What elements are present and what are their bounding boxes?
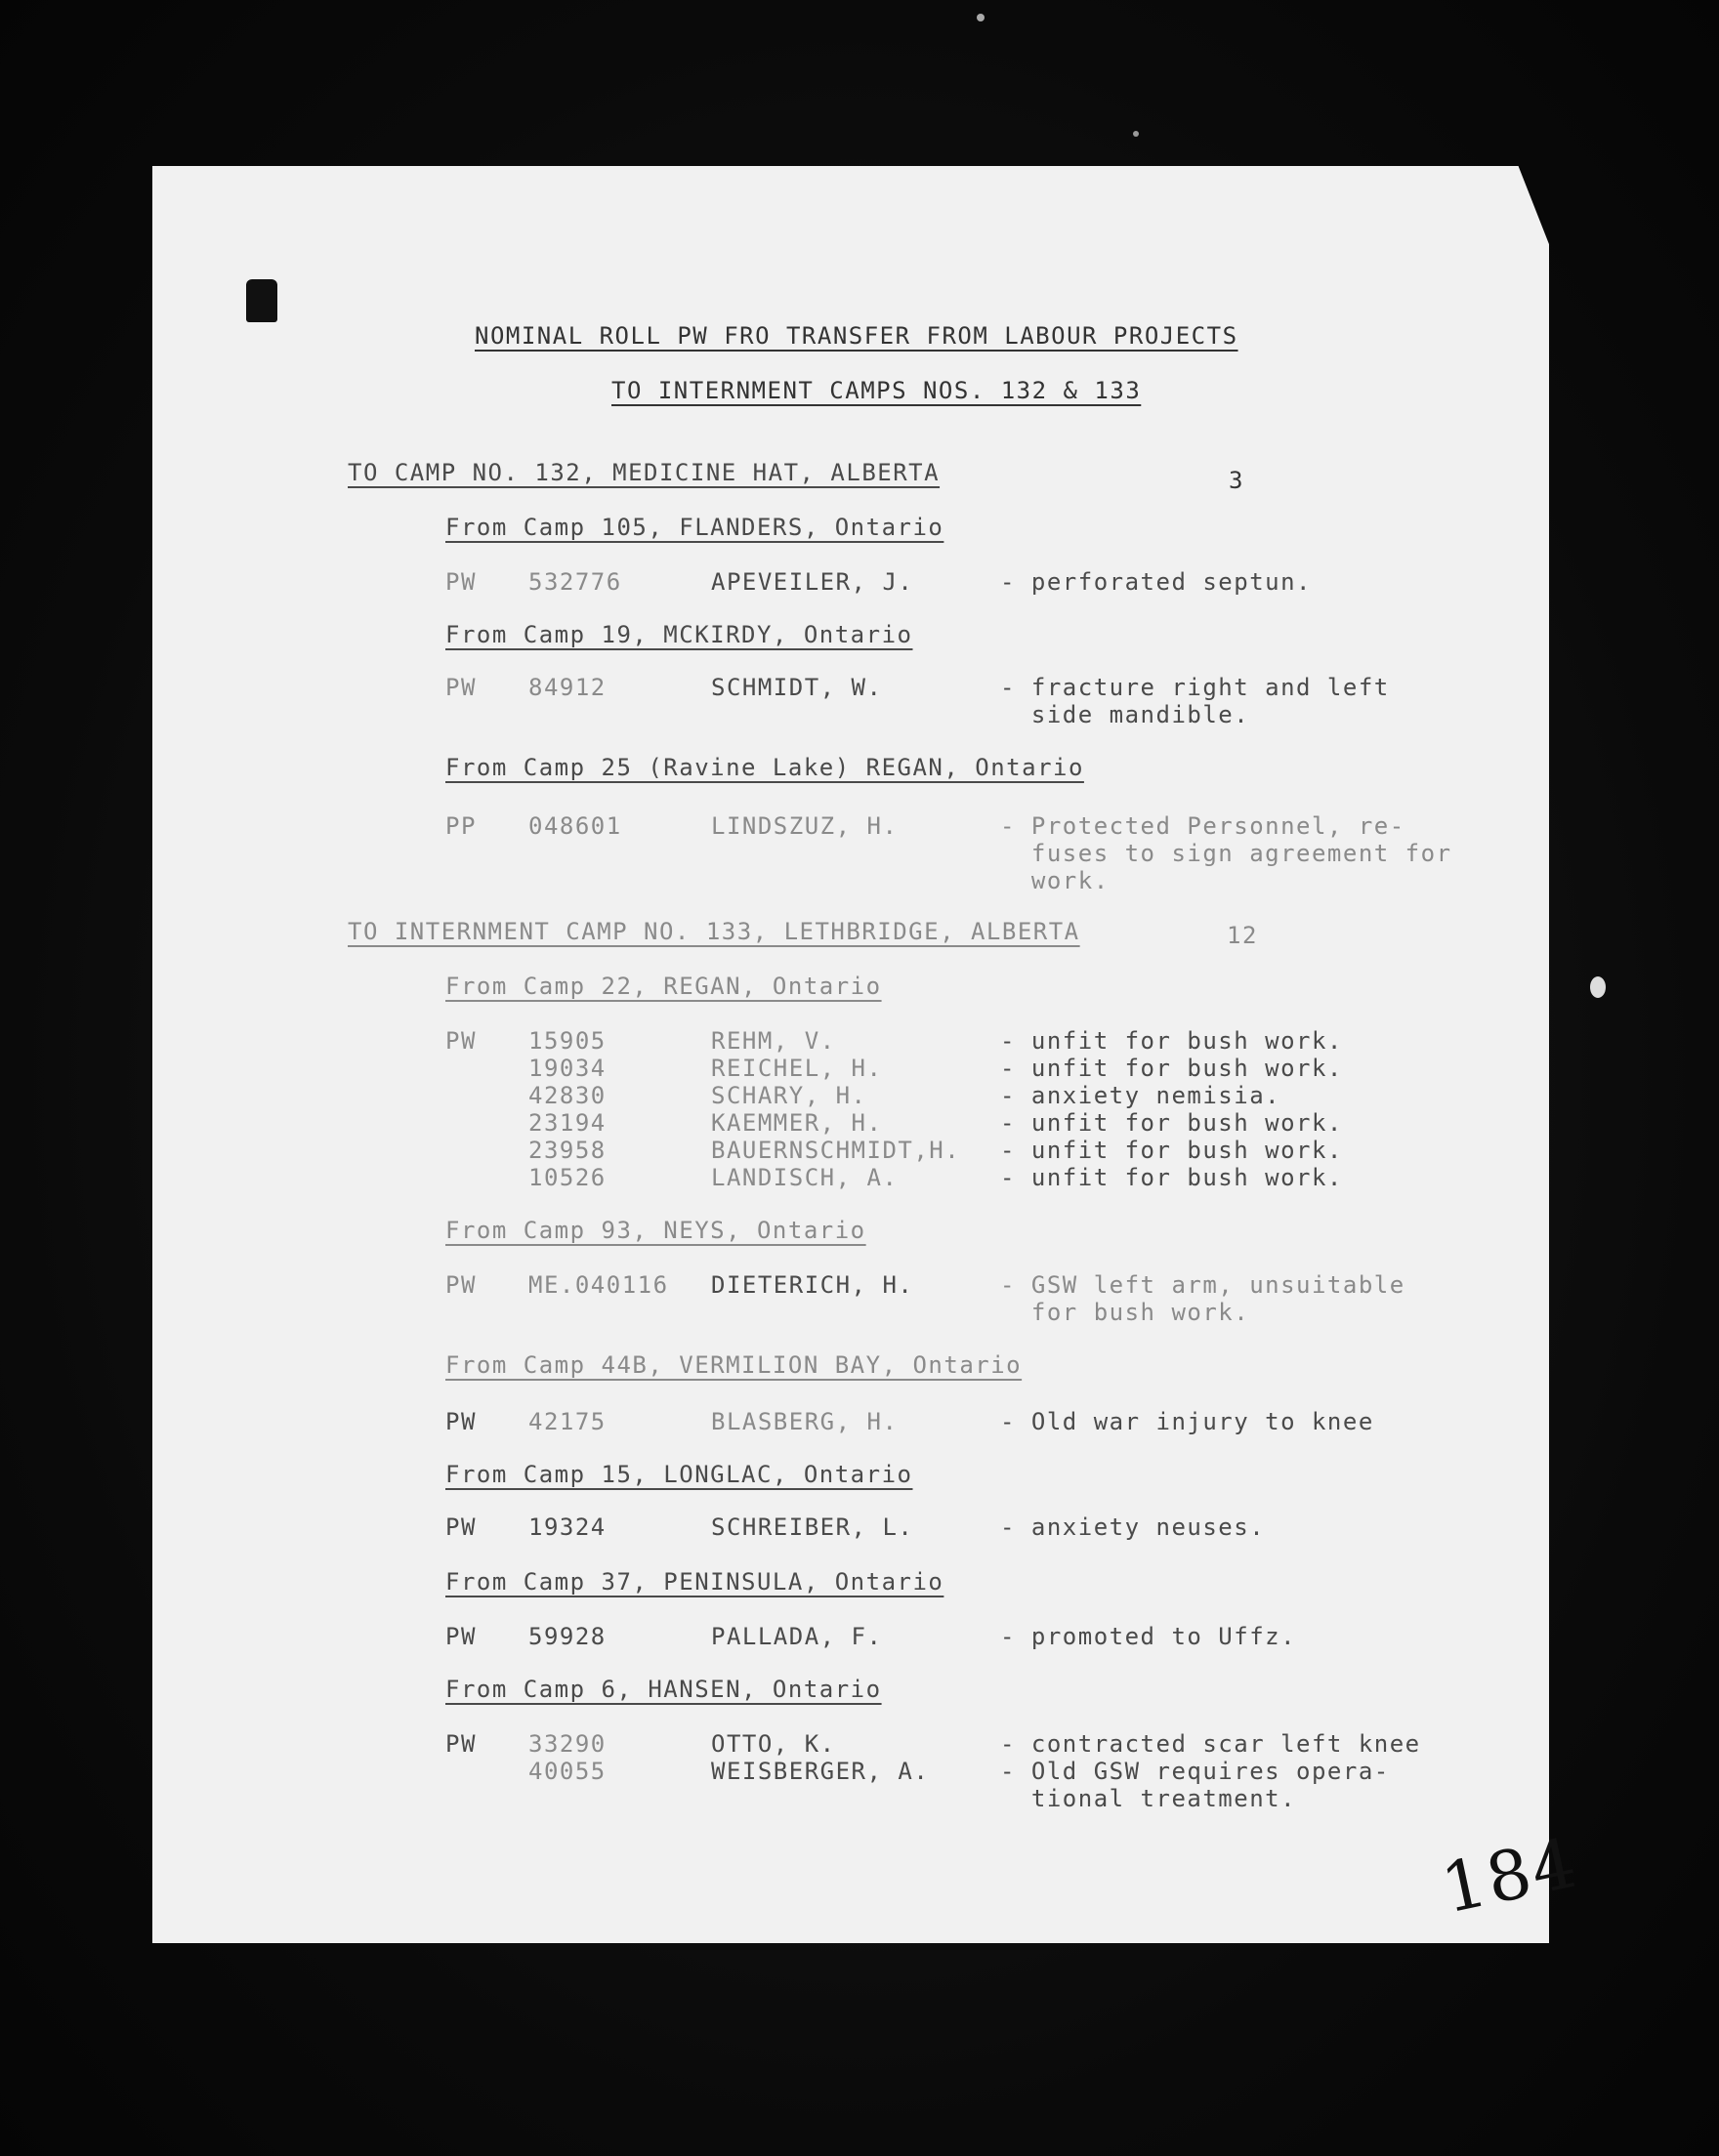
pw-reason: - anxiety nemisia. [1000,1082,1281,1109]
pw-name: PALLADA, F. [711,1623,883,1650]
pw-number: 40055 [528,1758,607,1785]
pw-name: KAEMMER, H. [711,1109,883,1137]
pw-reason: - unfit for bush work. [1000,1164,1343,1191]
pw-name: BLASBERG, H. [711,1408,899,1435]
pw-reason: - fracture right and left [1000,674,1390,701]
pw-reason: work. [1000,867,1110,894]
camp-origin: From Camp 25 (Ravine Lake) REGAN, Ontario [445,754,1084,781]
handwritten-page-number: 184 [1435,1822,1585,1929]
camp-origin: From Camp 37, PENINSULA, Ontario [445,1568,944,1596]
camp-origin: From Camp 22, REGAN, Ontario [445,973,882,1000]
pw-name: BAUERNSCHMIDT,H. [711,1137,961,1164]
pw-reason: - promoted to Uffz. [1000,1623,1297,1650]
pw-number: ME.040116 [528,1271,669,1299]
pw-number: 23194 [528,1109,607,1137]
pw-type: PW [445,1623,477,1650]
pw-name: SCHARY, H. [711,1082,867,1109]
pw-type: PP [445,812,477,840]
pw-reason: - Old GSW requires opera- [1000,1758,1390,1785]
section-heading: TO INTERNMENT CAMP NO. 133, LETHBRIDGE, ALBERTA [348,918,1080,945]
pw-reason: - Old war injury to knee [1000,1408,1374,1435]
pw-number: 19034 [528,1055,607,1082]
document-title: NOMINAL ROLL PW FRO TRANSFER FROM LABOUR PROJECTS [475,322,1238,350]
pw-type: PW [445,1027,477,1055]
pw-reason: - anxiety neuses. [1000,1513,1266,1541]
pw-reason: - Protected Personnel, re- [1000,812,1405,840]
pw-number: 19324 [528,1513,607,1541]
camp-origin: From Camp 93, NEYS, Ontario [445,1217,866,1244]
pw-reason: tional treatment. [1000,1785,1297,1812]
camp-origin: From Camp 15, LONGLAC, Ontario [445,1461,913,1488]
pw-number: 42175 [528,1408,607,1435]
pw-reason: fuses to sign agreement for [1000,840,1452,867]
section-heading: TO CAMP NO. 132, MEDICINE HAT, ALBERTA [348,459,941,486]
pw-type: PW [445,568,477,596]
film-speck [1590,976,1606,998]
pw-reason: - unfit for bush work. [1000,1109,1343,1137]
pw-number: 532776 [528,568,622,596]
pw-reason: - perforated septun. [1000,568,1312,596]
pw-type: PW [445,1271,477,1299]
pw-number: 10526 [528,1164,607,1191]
pw-reason: for bush work. [1000,1299,1250,1326]
pw-reason: - GSW left arm, unsuitable [1000,1271,1405,1299]
pw-reason: - unfit for bush work. [1000,1137,1343,1164]
pw-name: SCHREIBER, L. [711,1513,914,1541]
camp-origin: From Camp 105, FLANDERS, Ontario [445,514,944,541]
document-subtitle: TO INTERNMENT CAMPS NOS. 132 & 133 [611,377,1142,404]
pw-reason: side mandible. [1000,701,1250,728]
pw-name: SCHMIDT, W. [711,674,883,701]
pw-number: 23958 [528,1137,607,1164]
pw-name: REICHEL, H. [711,1055,883,1082]
pw-type: PW [445,1730,477,1758]
pw-reason: - unfit for bush work. [1000,1055,1343,1082]
ink-blot-mark [246,279,277,322]
film-speck [977,14,985,21]
pw-name: WEISBERGER, A. [711,1758,930,1785]
pw-name: APEVEILER, J. [711,568,914,596]
film-speck [1133,131,1139,137]
pw-number: 15905 [528,1027,607,1055]
pw-reason: - unfit for bush work. [1000,1027,1343,1055]
pw-number: 84912 [528,674,607,701]
pw-number: 42830 [528,1082,607,1109]
camp-origin: From Camp 6, HANSEN, Ontario [445,1676,882,1703]
pw-reason: - contracted scar left knee [1000,1730,1421,1758]
pw-name: REHM, V. [711,1027,836,1055]
pw-number: 33290 [528,1730,607,1758]
pw-name: OTTO, K. [711,1730,836,1758]
pw-number: 048601 [528,812,622,840]
section-count: 12 [1227,922,1258,949]
camp-origin: From Camp 44B, VERMILION BAY, Ontario [445,1351,1023,1379]
pw-name: LANDISCH, A. [711,1164,899,1191]
pw-type: PW [445,674,477,701]
camp-origin: From Camp 19, MCKIRDY, Ontario [445,621,913,648]
pw-name: DIETERICH, H. [711,1271,914,1299]
pw-type: PW [445,1408,477,1435]
pw-number: 59928 [528,1623,607,1650]
pw-type: PW [445,1513,477,1541]
pw-name: LINDSZUZ, H. [711,812,899,840]
section-count: 3 [1229,467,1244,494]
